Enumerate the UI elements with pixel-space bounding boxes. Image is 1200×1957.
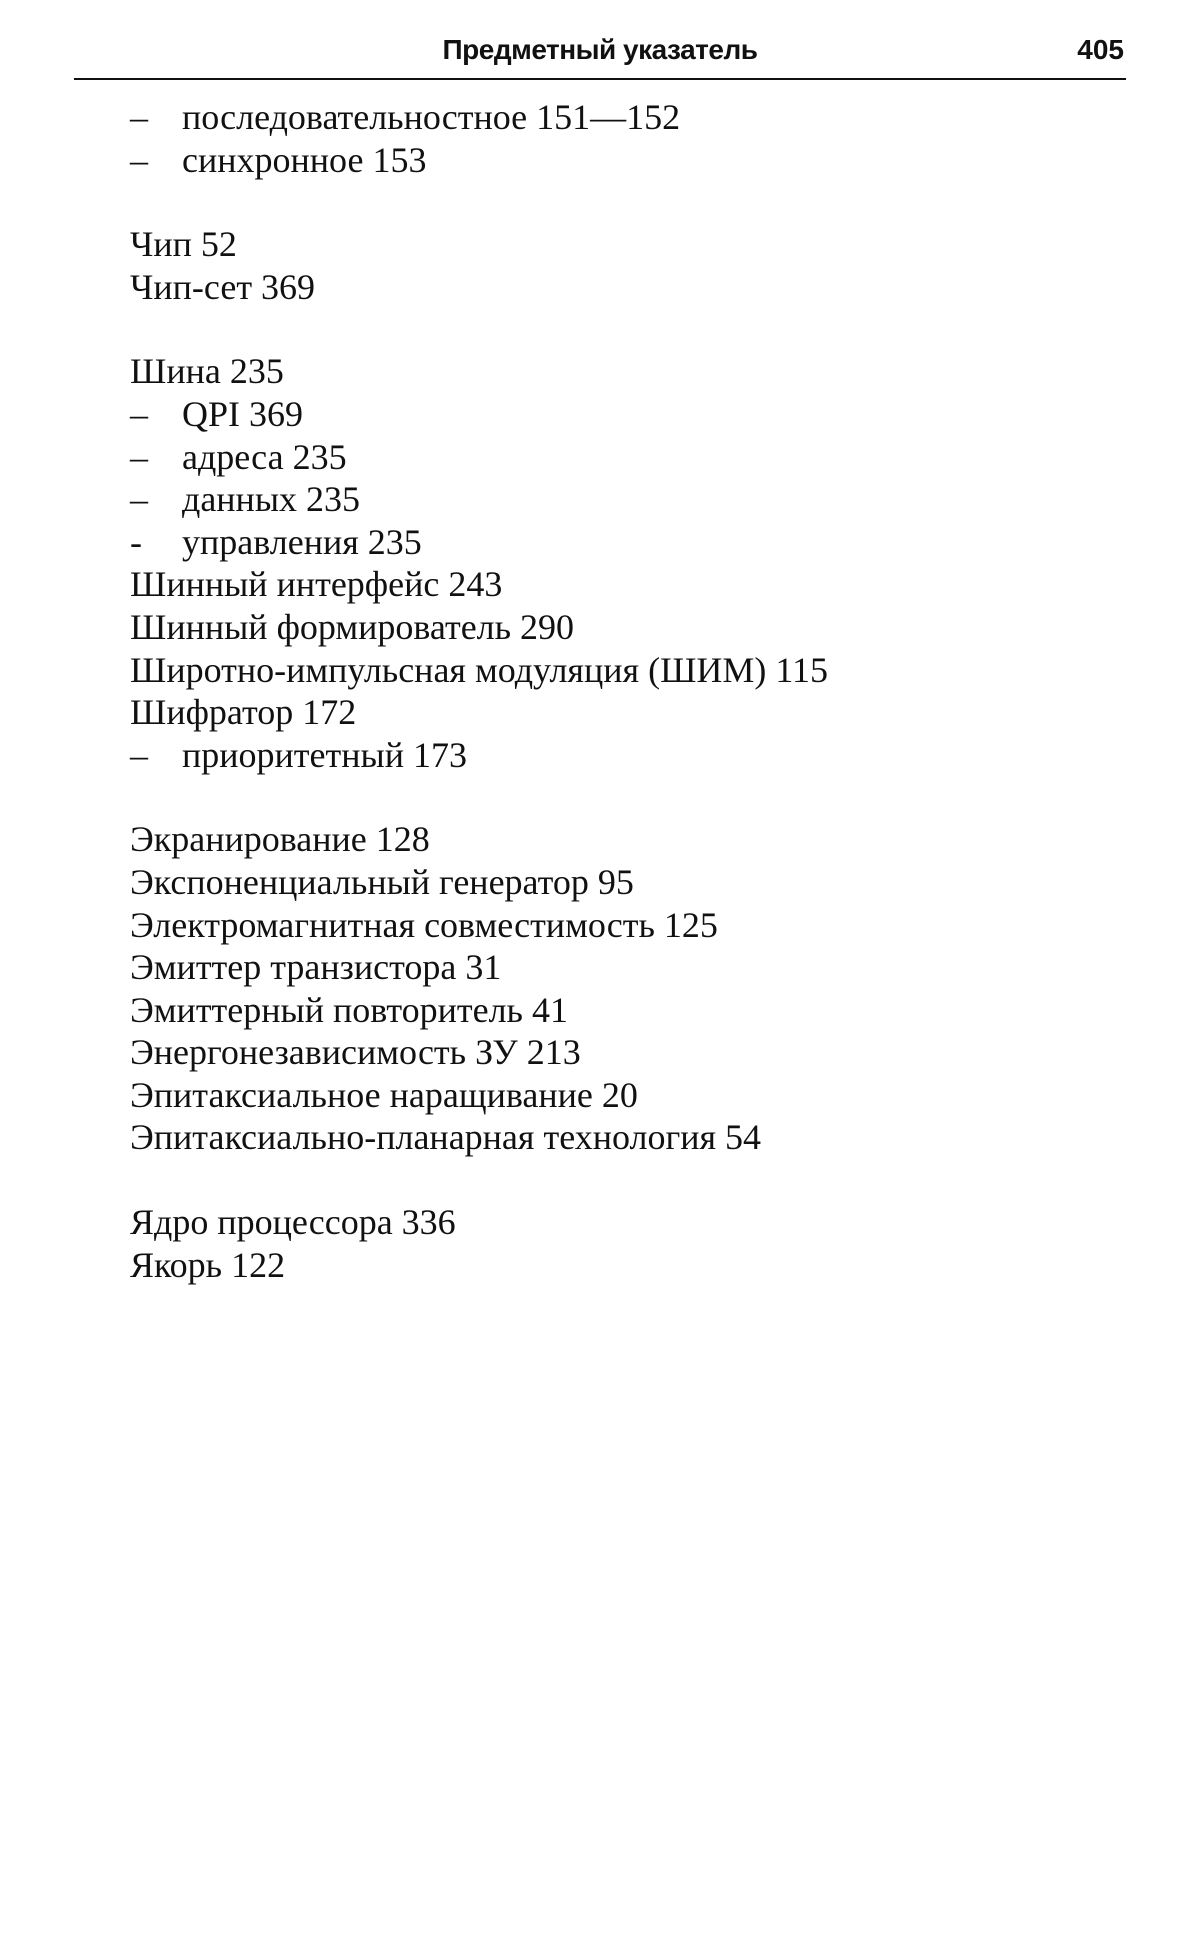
index-entry: [130, 1031, 1120, 1074]
index-entry: [130, 606, 1120, 649]
index-entry: [130, 266, 1120, 309]
entry-text: данных 235: [182, 479, 361, 520]
index-subentry: [130, 96, 1120, 139]
page-header: [74, 30, 1126, 80]
index-entry: [130, 691, 1120, 734]
entry-text: управления 235: [182, 521, 422, 562]
subentry-dash: –: [130, 97, 148, 137]
entry-text: Экспоненциальный генератор 95: [130, 861, 634, 902]
entry-text: Шина 235: [130, 351, 284, 392]
entry-text: Эпитаксиальное наращивание 20: [130, 1074, 638, 1115]
index-letter-group: [130, 223, 1120, 308]
entry-text: Экранирование 128: [130, 819, 430, 860]
entry-text: QPI 369: [182, 393, 304, 434]
index-entry: [130, 223, 1120, 266]
index-entry: [130, 946, 1120, 989]
entry-text: Эмиттерный повторитель 41: [130, 989, 568, 1030]
entry-text: Шинный формирователь 290: [130, 606, 575, 647]
entry-text: Широтно-импульсная модуляция (ШИМ) 115: [130, 649, 829, 690]
entry-text: адреса 235: [182, 436, 347, 477]
entry-text: последовательностное 151—152: [182, 97, 681, 137]
entry-text: приоритетный 173: [182, 734, 467, 775]
index-entry: [130, 1201, 1120, 1244]
entry-text: Эмиттер транзистора 31: [130, 947, 502, 988]
entry-text: Чип-сет 369: [130, 266, 316, 307]
entry-text: Электромагнитная совместимость 125: [130, 904, 718, 945]
index-letter-group: [130, 818, 1120, 1159]
entry-text: Чип 52: [130, 224, 237, 265]
subentry-dash: –: [130, 139, 148, 180]
subject-index: [130, 96, 1120, 1328]
entry-text: синхронное 153: [182, 139, 427, 180]
entry-text: Шинный интерфейс 243: [130, 564, 503, 605]
index-entry: [130, 818, 1120, 861]
index-entry: [130, 861, 1120, 904]
entry-text: Эпитаксиально-планарная технология 54: [130, 1117, 762, 1158]
index-entry: [130, 1244, 1120, 1287]
index-entry: [130, 350, 1120, 393]
index-subentry: [130, 521, 1120, 564]
subentry-dash: -: [130, 521, 142, 562]
index-entry: [130, 649, 1120, 692]
index-letter-group: [130, 96, 1120, 181]
page-number: 405: [1077, 34, 1124, 65]
entry-text: Ядро процессора 336: [130, 1202, 456, 1243]
index-subentry: [130, 393, 1120, 436]
subentry-dash: –: [130, 393, 148, 434]
index-subentry: [130, 478, 1120, 521]
index-entry: [130, 989, 1120, 1032]
index-letter-group: [130, 1201, 1120, 1286]
running-title: Предметный указатель: [442, 34, 758, 65]
index-entry: [130, 1116, 1120, 1159]
index-subentry: [130, 436, 1120, 479]
entry-text: Якорь 122: [130, 1244, 286, 1285]
entry-text: Энергонезависимость ЗУ 213: [130, 1032, 581, 1073]
index-entry: [130, 904, 1120, 947]
index-entry: [130, 1074, 1120, 1117]
subentry-dash: –: [130, 479, 148, 520]
index-subentry: [130, 734, 1120, 777]
index-letter-group: [130, 350, 1120, 776]
index-subentry: [130, 139, 1120, 182]
index-entry: [130, 563, 1120, 606]
entry-text: Шифратор 172: [130, 692, 357, 733]
subentry-dash: –: [130, 436, 148, 477]
subentry-dash: –: [130, 734, 148, 775]
